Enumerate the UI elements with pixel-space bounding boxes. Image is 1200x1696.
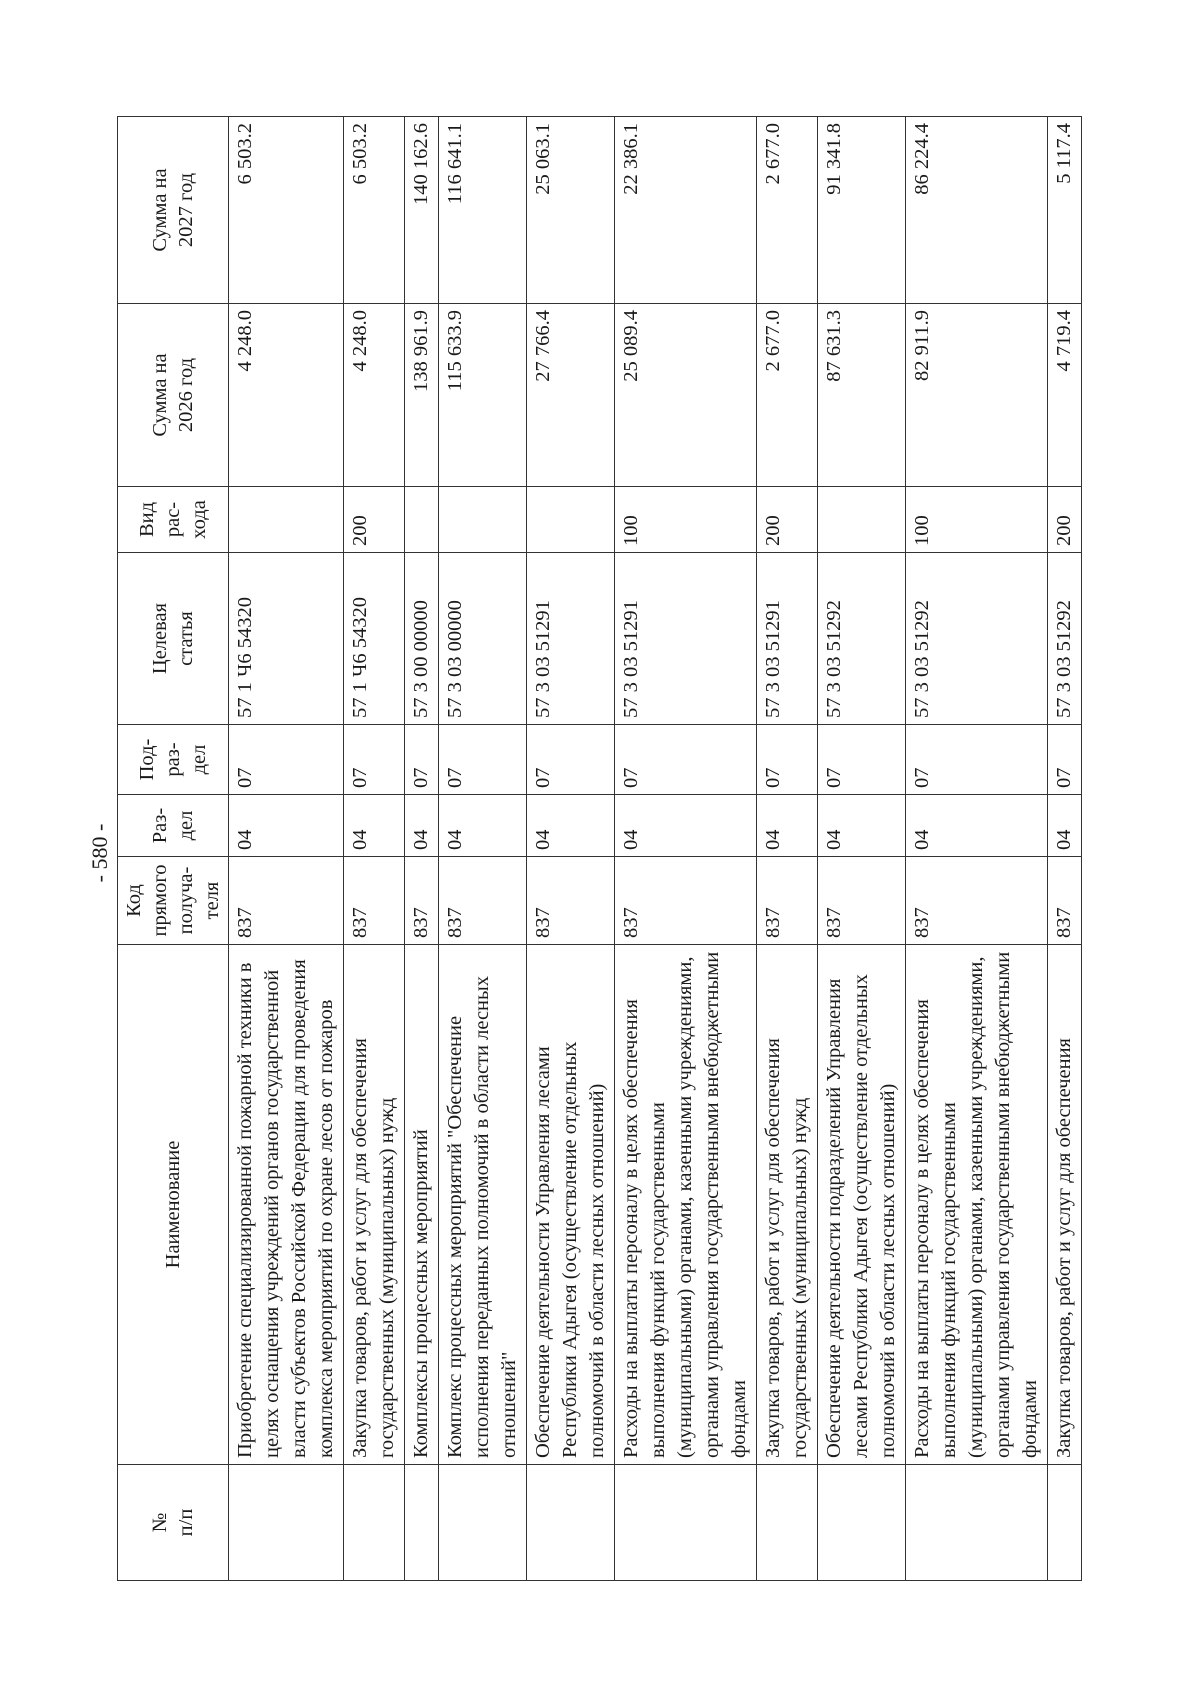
cell-section: 04 bbox=[615, 795, 757, 857]
cell-section: 04 bbox=[229, 795, 344, 857]
cell-exptype: 100 bbox=[615, 487, 757, 553]
cell-sum2026: 115 633.9 bbox=[439, 304, 527, 487]
cell-num bbox=[527, 1465, 615, 1581]
cell-section: 04 bbox=[757, 795, 818, 857]
cell-target: 57 3 03 51291 bbox=[615, 553, 757, 725]
cell-code: 837 bbox=[439, 857, 527, 945]
cell-section: 04 bbox=[344, 795, 405, 857]
cell-sum2026: 2 677.0 bbox=[757, 304, 818, 487]
cell-target: 57 3 03 51291 bbox=[527, 553, 615, 725]
page-number: - 580 - bbox=[87, 823, 112, 883]
cell-sum2027: 22 386.1 bbox=[615, 117, 757, 304]
cell-section: 04 bbox=[439, 795, 527, 857]
cell-exptype bbox=[405, 487, 439, 553]
cell-code: 837 bbox=[344, 857, 405, 945]
cell-section: 04 bbox=[906, 795, 1048, 857]
cell-exptype: 200 bbox=[757, 487, 818, 553]
budget-table bbox=[117, 116, 1082, 1581]
cell-exptype bbox=[439, 487, 527, 553]
cell-target: 57 3 03 51291 bbox=[757, 553, 818, 725]
cell-num bbox=[344, 1465, 405, 1581]
table-row bbox=[615, 117, 757, 1581]
cell-code: 837 bbox=[818, 857, 906, 945]
table-row bbox=[757, 117, 818, 1581]
table-row bbox=[344, 117, 405, 1581]
cell-exptype: 100 bbox=[906, 487, 1048, 553]
cell-name: Обеспечение деятельности Управления лесами Республики Адыгея (осуществление отдельных полномочий в области лесных отношений) bbox=[527, 945, 615, 1465]
cell-name: Комплекс процессных мероприятий "Обеспечение исполнения переданных полномочий в области лесных отношений" bbox=[439, 945, 527, 1465]
cell-name: Комплексы процессных мероприятий bbox=[405, 945, 439, 1465]
cell-name: Приобретение специализированной пожарной техники в целях оснащения учреждений органов государственной власти субъектов Российской Федерации для проведения комплекса мероприятий по охране лесов от пожаров bbox=[229, 945, 344, 1465]
cell-target: 57 1 Ч6 54320 bbox=[344, 553, 405, 725]
cell-num bbox=[405, 1465, 439, 1581]
cell-num bbox=[818, 1465, 906, 1581]
cell-subsection: 07 bbox=[1048, 725, 1082, 795]
cell-section: 04 bbox=[405, 795, 439, 857]
cell-subsection: 07 bbox=[757, 725, 818, 795]
cell-subsection: 07 bbox=[229, 725, 344, 795]
cell-subsection: 07 bbox=[405, 725, 439, 795]
table-row bbox=[1048, 117, 1082, 1581]
cell-code: 837 bbox=[229, 857, 344, 945]
table-row bbox=[439, 117, 527, 1581]
cell-target: 57 3 03 51292 bbox=[906, 553, 1048, 725]
header-sum2026: Сумма на 2026 год bbox=[118, 304, 229, 487]
cell-sum2027: 5 117.4 bbox=[1048, 117, 1082, 304]
cell-target: 57 1 Ч6 54320 bbox=[229, 553, 344, 725]
cell-exptype bbox=[527, 487, 615, 553]
cell-num bbox=[229, 1465, 344, 1581]
cell-name: Закупка товаров, работ и услуг для обеспечения государственных (муниципальных) нужд bbox=[757, 945, 818, 1465]
cell-sum2027: 2 677.0 bbox=[757, 117, 818, 304]
cell-target: 57 3 00 00000 bbox=[405, 553, 439, 725]
header-exptype: Вид рас- хода bbox=[118, 487, 229, 553]
cell-target: 57 3 03 00000 bbox=[439, 553, 527, 725]
cell-name: Расходы на выплаты персоналу в целях обеспечения выполнения функций государственными (муниципальными) органами, казенными учреждениями, органами управления государственными внебюджетными фондами bbox=[906, 945, 1048, 1465]
cell-code: 837 bbox=[527, 857, 615, 945]
budget-table-container bbox=[117, 117, 1075, 1581]
cell-sum2027: 25 063.1 bbox=[527, 117, 615, 304]
cell-sum2026: 87 631.3 bbox=[818, 304, 906, 487]
cell-sum2027: 6 503.2 bbox=[229, 117, 344, 304]
header-code: Код прямого получа- теля bbox=[118, 857, 229, 945]
cell-sum2027: 116 641.1 bbox=[439, 117, 527, 304]
cell-sum2026: 82 911.9 bbox=[906, 304, 1048, 487]
cell-num bbox=[906, 1465, 1048, 1581]
cell-exptype: 200 bbox=[344, 487, 405, 553]
cell-sum2026: 4 248.0 bbox=[344, 304, 405, 487]
cell-num bbox=[1048, 1465, 1082, 1581]
header-subsection: Под- раз- дел bbox=[118, 725, 229, 795]
table-row bbox=[527, 117, 615, 1581]
cell-name: Расходы на выплаты персоналу в целях обеспечения выполнения функций государственными (муниципальными) органами, казенными учреждениями, органами управления государственными внебюджетными фондами bbox=[615, 945, 757, 1465]
cell-exptype bbox=[818, 487, 906, 553]
cell-sum2026: 4 719.4 bbox=[1048, 304, 1082, 487]
cell-subsection: 07 bbox=[818, 725, 906, 795]
cell-sum2027: 140 162.6 bbox=[405, 117, 439, 304]
cell-name: Обеспечение деятельности подразделений Управления лесами Республики Адыгея (осуществление отдельных полномочий в области лесных отношений) bbox=[818, 945, 906, 1465]
header-sum2027: Сумма на 2027 год bbox=[118, 117, 229, 304]
cell-code: 837 bbox=[757, 857, 818, 945]
cell-name: Закупка товаров, работ и услуг для обеспечения государственных (муниципальных) нужд bbox=[344, 945, 405, 1465]
cell-subsection: 07 bbox=[615, 725, 757, 795]
cell-sum2027: 91 341.8 bbox=[818, 117, 906, 304]
cell-sum2026: 138 961.9 bbox=[405, 304, 439, 487]
cell-section: 04 bbox=[818, 795, 906, 857]
header-name: Наименование bbox=[118, 945, 229, 1465]
header-num: № п/п bbox=[118, 1465, 229, 1581]
cell-sum2027: 86 224.4 bbox=[906, 117, 1048, 304]
cell-sum2026: 27 766.4 bbox=[527, 304, 615, 487]
table-row bbox=[405, 117, 439, 1581]
cell-target: 57 3 03 51292 bbox=[818, 553, 906, 725]
cell-code: 837 bbox=[405, 857, 439, 945]
cell-num bbox=[615, 1465, 757, 1581]
cell-code: 837 bbox=[1048, 857, 1082, 945]
cell-sum2026: 4 248.0 bbox=[229, 304, 344, 487]
cell-name: Закупка товаров, работ и услуг для обеспечения bbox=[1048, 945, 1082, 1465]
cell-num bbox=[757, 1465, 818, 1581]
cell-exptype bbox=[229, 487, 344, 553]
cell-sum2027: 6 503.2 bbox=[344, 117, 405, 304]
cell-subsection: 07 bbox=[906, 725, 1048, 795]
cell-section: 04 bbox=[527, 795, 615, 857]
cell-exptype: 200 bbox=[1048, 487, 1082, 553]
cell-num bbox=[439, 1465, 527, 1581]
cell-subsection: 07 bbox=[439, 725, 527, 795]
cell-sum2026: 25 089.4 bbox=[615, 304, 757, 487]
header-section: Раз- дел bbox=[118, 795, 229, 857]
cell-section: 04 bbox=[1048, 795, 1082, 857]
cell-subsection: 07 bbox=[527, 725, 615, 795]
cell-code: 837 bbox=[906, 857, 1048, 945]
header-target: Целевая статья bbox=[118, 553, 229, 725]
table-header-row bbox=[118, 117, 229, 1581]
table-row bbox=[906, 117, 1048, 1581]
table-row bbox=[818, 117, 906, 1581]
cell-code: 837 bbox=[615, 857, 757, 945]
cell-target: 57 3 03 51292 bbox=[1048, 553, 1082, 725]
table-row bbox=[229, 117, 344, 1581]
cell-subsection: 07 bbox=[344, 725, 405, 795]
